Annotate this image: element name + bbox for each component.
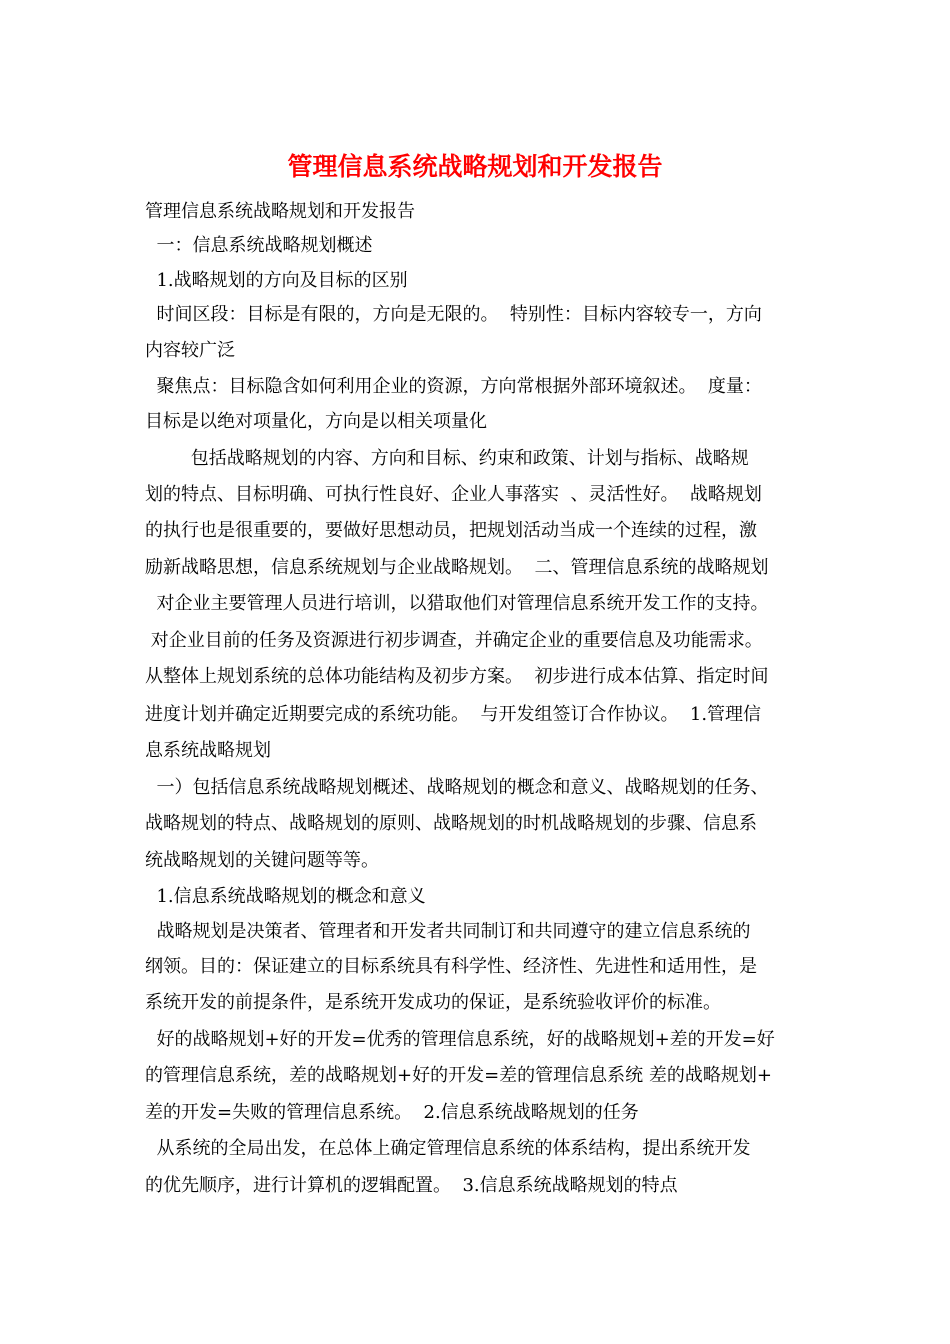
body-line: 对企业主要管理人员进行培训，以猎取他们对管理信息系统开发工作的支持。 [145,593,769,614]
body-line: 聚焦点：目标隐含如何利用企业的资源，方向常根据外部环境叙述。 度量： [145,376,762,397]
body-line: 战略规划是决策者、管理者和开发者共同制订和共同遵守的建立信息系统的 [145,921,751,942]
body-line: 一）包括信息系统战略规划概述、战略规划的概念和意义、战略规划的任务、 [145,777,769,798]
body-line: 系统开发的前提条件，是系统开发成功的保证，是系统验收评价的标准。 [145,992,721,1013]
body-line: 包括战略规划的内容、方向和目标、约束和政策、计划与指标、战略规 [145,448,749,469]
body-line: 划的特点、目标明确、可执行性良好、企业人事落实 、灵活性好。 战略规划 [145,484,762,505]
body-line: 对企业目前的任务及资源进行初步调查，并确定企业的重要信息及功能需求。 [145,630,763,651]
body-line: 1.信息系统战略规划的概念和意义 [145,886,426,907]
body-line: 战略规划的特点、战略规划的原则、战略规划的时机战略规划的步骤、信息系 [145,813,757,834]
body-line: 的管理信息系统，差的战略规划+好的开发=差的管理信息系统 差的战略规划+ [145,1065,772,1086]
body-line: 从整体上规划系统的总体功能结构及初步方案。 初步进行成本估算、指定时间 [145,666,769,687]
body-line: 1.战略规划的方向及目标的区别 [145,270,408,291]
body-line: 的优先顺序，进行计算机的逻辑配置。 3.信息系统战略规划的特点 [145,1175,678,1196]
body-line: 从系统的全局出发，在总体上确定管理信息系统的体系结构，提出系统开发 [145,1138,751,1159]
body-line: 一：信息系统战略规划概述 [145,235,373,256]
body-line: 息系统战略规划 [145,740,271,761]
body-line: 差的开发=失败的管理信息系统。 2.信息系统战略规划的任务 [145,1102,639,1123]
body-line: 励新战略思想，信息系统规划与企业战略规划。 二、管理信息系统的战略规划 [145,557,769,578]
body-line: 进度计划并确定近期要完成的系统功能。 与开发组签订合作协议。 1.管理信 [145,704,762,725]
document-title: 管理信息系统战略规划和开发报告 [287,152,663,181]
body-line: 统战略规划的关键问题等等。 [145,850,379,871]
body-line: 好的战略规划+好的开发=优秀的管理信息系统，好的战略规划+差的开发=好 [145,1029,775,1050]
body-line: 目标是以绝对项量化，方向是以相关项量化 [145,411,487,432]
body-line: 的执行也是很重要的，要做好思想动员，把规划活动当成一个连续的过程，激 [145,520,757,541]
body-line: 管理信息系统战略规划和开发报告 [145,201,415,222]
body-line: 纲领。目的：保证建立的目标系统具有科学性、经济性、先进性和适用性，是 [145,956,757,977]
body-line: 内容较广泛 [145,340,235,361]
body-line: 时间区段：目标是有限的，方向是无限的。 特别性：目标内容较专一，方向 [145,304,762,325]
